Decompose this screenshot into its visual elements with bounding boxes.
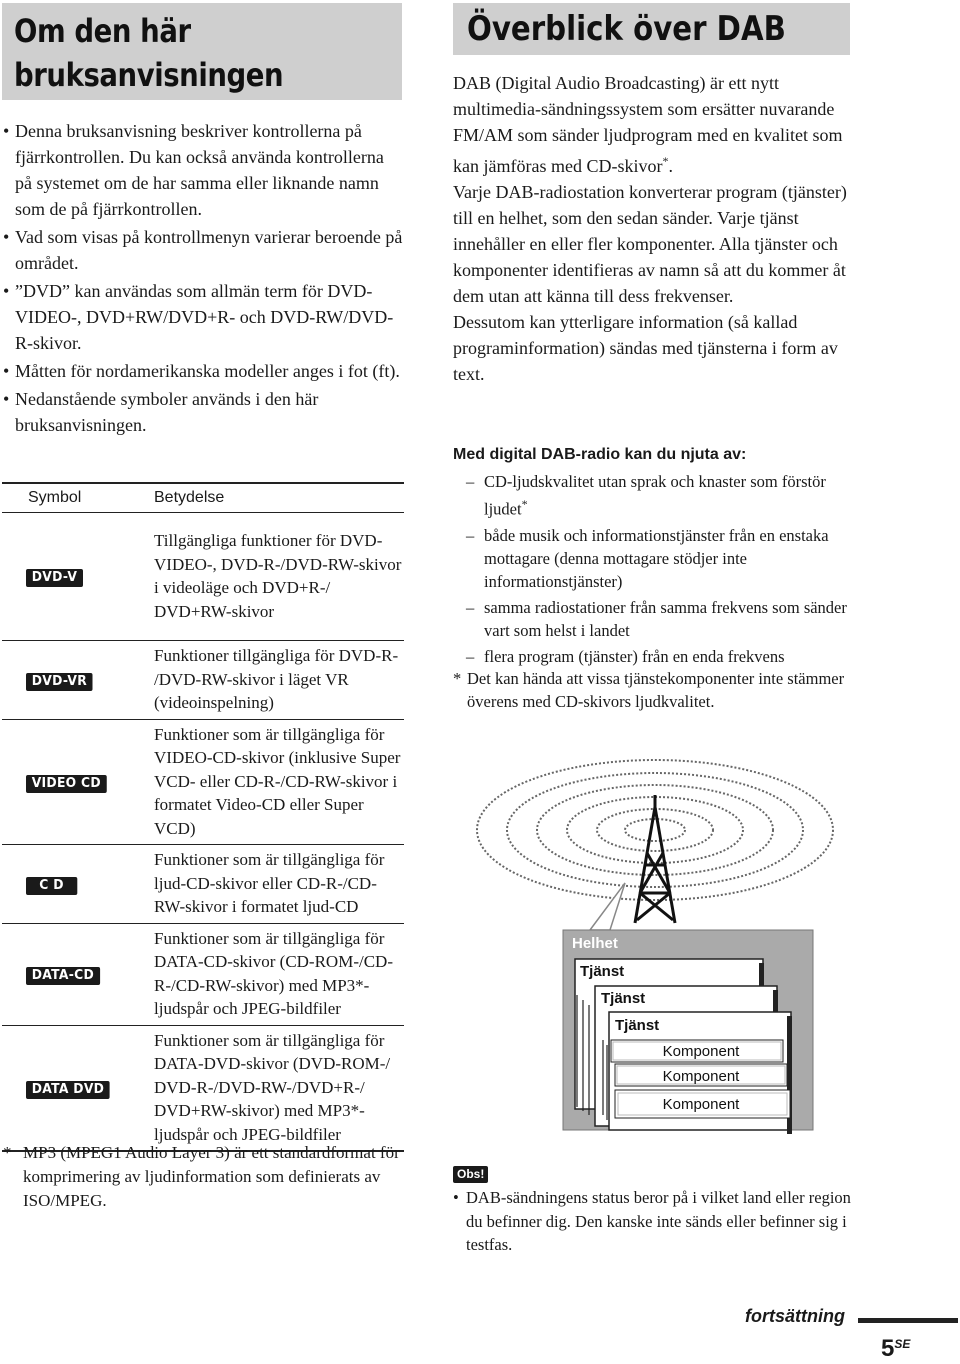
speech-pointer xyxy=(590,883,625,930)
table-row xyxy=(2,845,404,924)
quality-footnote xyxy=(453,667,853,713)
bullet-item: • Denna bruksanvisning beskriver kontrollerna på fjärrkontrollen. Du kan också använda kontrollerna på systemet om de har samma eller liknande namn som de på fjärrkontrollen. xyxy=(3,118,403,222)
section-title-dab xyxy=(453,3,850,55)
benefits-heading: Med digital DAB-radio kan du njuta av: xyxy=(453,446,747,463)
title-line-1: Om den här xyxy=(14,12,191,50)
intro-period: . xyxy=(668,156,673,176)
symbol-table xyxy=(2,482,404,1152)
antenna-tower-icon xyxy=(635,795,675,923)
footnote-text: Det kan hända att vissa tjänstekomponenter inte stämmer överens med CD-skivors ljudkvalitet. xyxy=(467,669,845,711)
data-dvd-badge: DATA DVD xyxy=(26,1081,110,1099)
table-row xyxy=(2,513,404,641)
table-row xyxy=(2,719,404,845)
continued-bar xyxy=(858,1318,958,1323)
list-item: – både musik och informationstjänster från en enstaka mottagare (denna mottagare stödjer inte informationstjänster) xyxy=(453,524,853,593)
table-row xyxy=(2,923,404,1025)
service-label: Tjänst xyxy=(615,1017,660,1034)
row-meaning: Funktioner tillgängliga för DVD-R- /DVD-RW-skivor i läget VR (videoinspelning) xyxy=(154,641,404,720)
page-number-value: 5 xyxy=(881,1335,895,1362)
bullet-item: • Måtten för nordamerikanska modeller anges i fot (ft). xyxy=(3,358,403,384)
row-meaning: Funktioner som är tillgängliga för DATA-CD-skivor (CD-ROM-/CD-R-/CD-RW-skivor) med MP3*-ljudspår och JPEG-bildfiler xyxy=(154,923,404,1025)
table-row xyxy=(2,1025,404,1151)
bullet-item: • Vad som visas på kontrollmenyn varierar beroende på området. xyxy=(3,224,403,276)
row-meaning: Funktioner som är tillgängliga för VIDEO-CD-skivor (inklusive Super VCD- eller CD-R-/CD-RW-skivor i formatet Video-CD eller Super VCD) xyxy=(154,719,404,845)
list-item: – samma radiostationer från samma frekvens som sänder vart som helst i landet xyxy=(453,596,853,642)
benefits-list xyxy=(453,470,853,671)
ensemble-label: Helhet xyxy=(572,935,618,952)
page-title xyxy=(2,3,402,100)
signal-waves-icon xyxy=(477,760,833,900)
page-number xyxy=(881,1335,910,1363)
component-label: Komponent xyxy=(662,1043,740,1060)
component-label: Komponent xyxy=(662,1096,740,1113)
video-cd-badge: VIDEO CD xyxy=(26,775,107,793)
continued-label: fortsättning xyxy=(745,1306,845,1326)
row-meaning: Funktioner som är tillgängliga för ljud-CD-skivor eller CD-R-/CD-RW-skivor i formatet ljud-CD xyxy=(154,845,404,924)
dab-intro xyxy=(453,70,853,387)
dvd-v-badge: DVD-V xyxy=(26,569,83,587)
component-label: Komponent xyxy=(662,1068,740,1085)
service-label: Tjänst xyxy=(601,990,646,1007)
intro-paragraph-3: Dessutom kan ytterligare information (så kallad programinformation) sändas med tjänsterna i form av text. xyxy=(453,312,838,384)
intro-asterisk: * xyxy=(662,154,669,168)
service-label: Tjänst xyxy=(580,963,625,980)
table-row xyxy=(2,641,404,720)
note-text-block: • DAB-sändningens status beror på i vilket land eller region du befinner dig. Den kanske inte sänds eller befinner sig i testfas. xyxy=(453,1186,853,1257)
intro-bullet-list xyxy=(3,118,403,440)
intro-paragraph-1 xyxy=(453,70,853,179)
col-header-meaning: Betydelse xyxy=(154,483,404,513)
intro-paragraph-2: Varje DAB-radiostation konverterar program (tjänster) till en helhet, som den sedan sänder. Varje tjänst innehåller en eller fler komponenter. Alla tjänster och komponenter identifieras av namn så att du kommer åt dem utan att känna till dess frekvenser. xyxy=(453,182,847,306)
data-cd-badge: DATA-CD xyxy=(26,967,100,985)
footnote-mark: * xyxy=(453,669,462,688)
note-text: DAB-sändningens status beror på i vilket land eller region du befinner dig. Den kanske inte sänds eller befinner sig i testfas. xyxy=(466,1188,851,1254)
list-item: – flera program (tjänster) från en enda frekvens xyxy=(453,645,853,668)
mp3-footnote xyxy=(3,1141,403,1213)
note-badge: Obs! xyxy=(453,1166,488,1183)
cd-badge: C D xyxy=(26,877,77,895)
list-item: – CD-ljudskvalitet utan sprak och knaster som förstör ljudet* xyxy=(453,470,853,521)
col-header-symbol: Symbol xyxy=(2,483,154,513)
bullet-item: • Nedanstående symboler används i den här bruksanvisningen. xyxy=(3,386,403,438)
dvd-vr-badge: DVD-VR xyxy=(26,673,93,691)
row-meaning: Funktioner som är tillgängliga för DATA-DVD-skivor (DVD-ROM-/ DVD-R-/DVD-RW-/DVD+R-/ DVD+RW-skivor) med MP3*-ljudspår och JPEG-bildfiler xyxy=(154,1025,404,1151)
page-number-suffix: SE xyxy=(894,1337,911,1351)
benefit-asterisk: * xyxy=(521,497,528,511)
row-meaning: Tillgängliga funktioner för DVD-VIDEO-, DVD-R-/DVD-RW-skivor i videoläge och DVD+R-/ DVD+RW-skivor xyxy=(154,513,404,641)
title-line-2: bruksanvisningen xyxy=(14,56,284,94)
intro-text-1: DAB (Digital Audio Broadcasting) är ett nytt multimedia-sändningssystem som ersätter nuvarande FM/AM som sänder ljudprogram med en kvalitet som kan jämföras med CD-skivor xyxy=(453,73,843,176)
dab-broadcast-diagram xyxy=(465,735,845,1145)
section-title-text: Överblick över DAB xyxy=(467,9,786,49)
bullet-item: • ”DVD” kan användas som allmän term för DVD-VIDEO-, DVD+RW/DVD+R- och DVD-RW/DVD-R-skivor. xyxy=(3,278,403,356)
footnote-text: MP3 (MPEG1 Audio Layer 3) är ett standardformat för komprimering av ljudinformation som definierats av ISO/MPEG. xyxy=(23,1143,400,1210)
footnote-mark: * xyxy=(3,1143,12,1162)
